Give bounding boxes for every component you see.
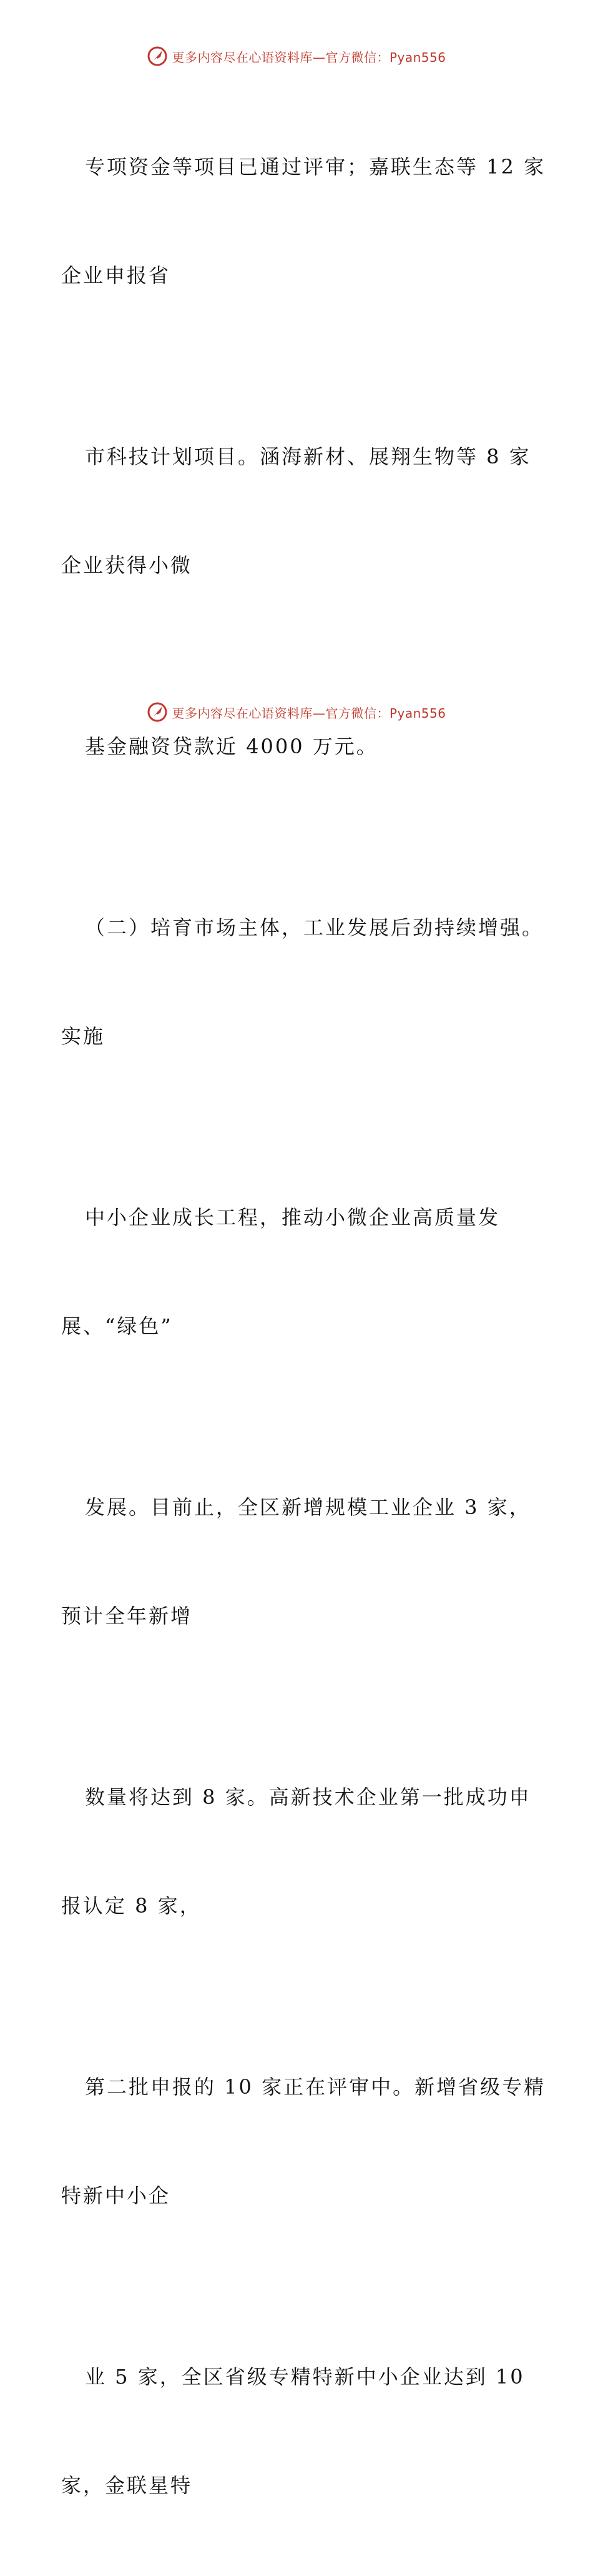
paragraph xyxy=(61,2286,536,2576)
feather-pen-logo-icon xyxy=(147,701,168,723)
footer-banner xyxy=(0,700,593,725)
paragraph-line: 企业申报省 xyxy=(61,264,171,287)
paragraph-line: 报认定 8 家， xyxy=(61,1894,202,1918)
paragraph xyxy=(61,656,536,837)
header-banner xyxy=(0,44,593,69)
paragraph-line: 家，金联星特 xyxy=(61,2474,193,2497)
banner-text: 更多内容尽在心语资料库—官方微信：Pyan556 xyxy=(172,49,446,65)
paragraph-line: 中小企业成长工程，推动小微企业高质量发 xyxy=(85,1206,501,1229)
paragraph-line: 展、“绿色” xyxy=(61,1314,173,1338)
paragraph xyxy=(61,76,546,366)
paragraph-line: 特新中小企 xyxy=(61,2184,171,2207)
paragraph-line: 数量将达到 8 家。高新技术企业第一批成功申 xyxy=(85,1785,531,1809)
paragraph xyxy=(61,1127,536,1417)
paragraph xyxy=(61,1707,536,1996)
feather-pen-logo-icon xyxy=(147,46,168,67)
banner-text: 更多内容尽在心语资料库—官方微信：Pyan556 xyxy=(172,705,446,721)
paragraph-line: 专项资金等项目已通过评审；嘉联生态等 12 家 xyxy=(85,155,546,179)
paragraph-line: 实施 xyxy=(61,1024,105,1048)
paragraph-line: 企业获得小微 xyxy=(61,553,193,577)
paragraph-line: 业 5 家，全区省级专精特新中小企业达到 10 xyxy=(85,2365,525,2389)
paragraph xyxy=(61,837,544,1127)
paragraph-line: 基金融资贷款近 4000 万元。 xyxy=(85,735,378,758)
paragraph xyxy=(61,1996,546,2286)
paragraph xyxy=(61,1417,536,1707)
paragraph-line: 市科技计划项目。涵海新材、展翔生物等 8 家 xyxy=(85,445,531,468)
paragraph-line: 发展。目前止，全区新增规模工业企业 3 家， xyxy=(85,1495,531,1519)
paragraph-line: 第二批申报的 10 家正在评审中。新增省级专精 xyxy=(85,2075,546,2099)
paragraph xyxy=(61,366,536,656)
paragraph-line: 预计全年新增 xyxy=(61,1604,193,1628)
document-body xyxy=(61,76,546,2576)
paragraph-line: （二）培育市场主体，工业发展后劲持续增强。 xyxy=(85,916,544,939)
